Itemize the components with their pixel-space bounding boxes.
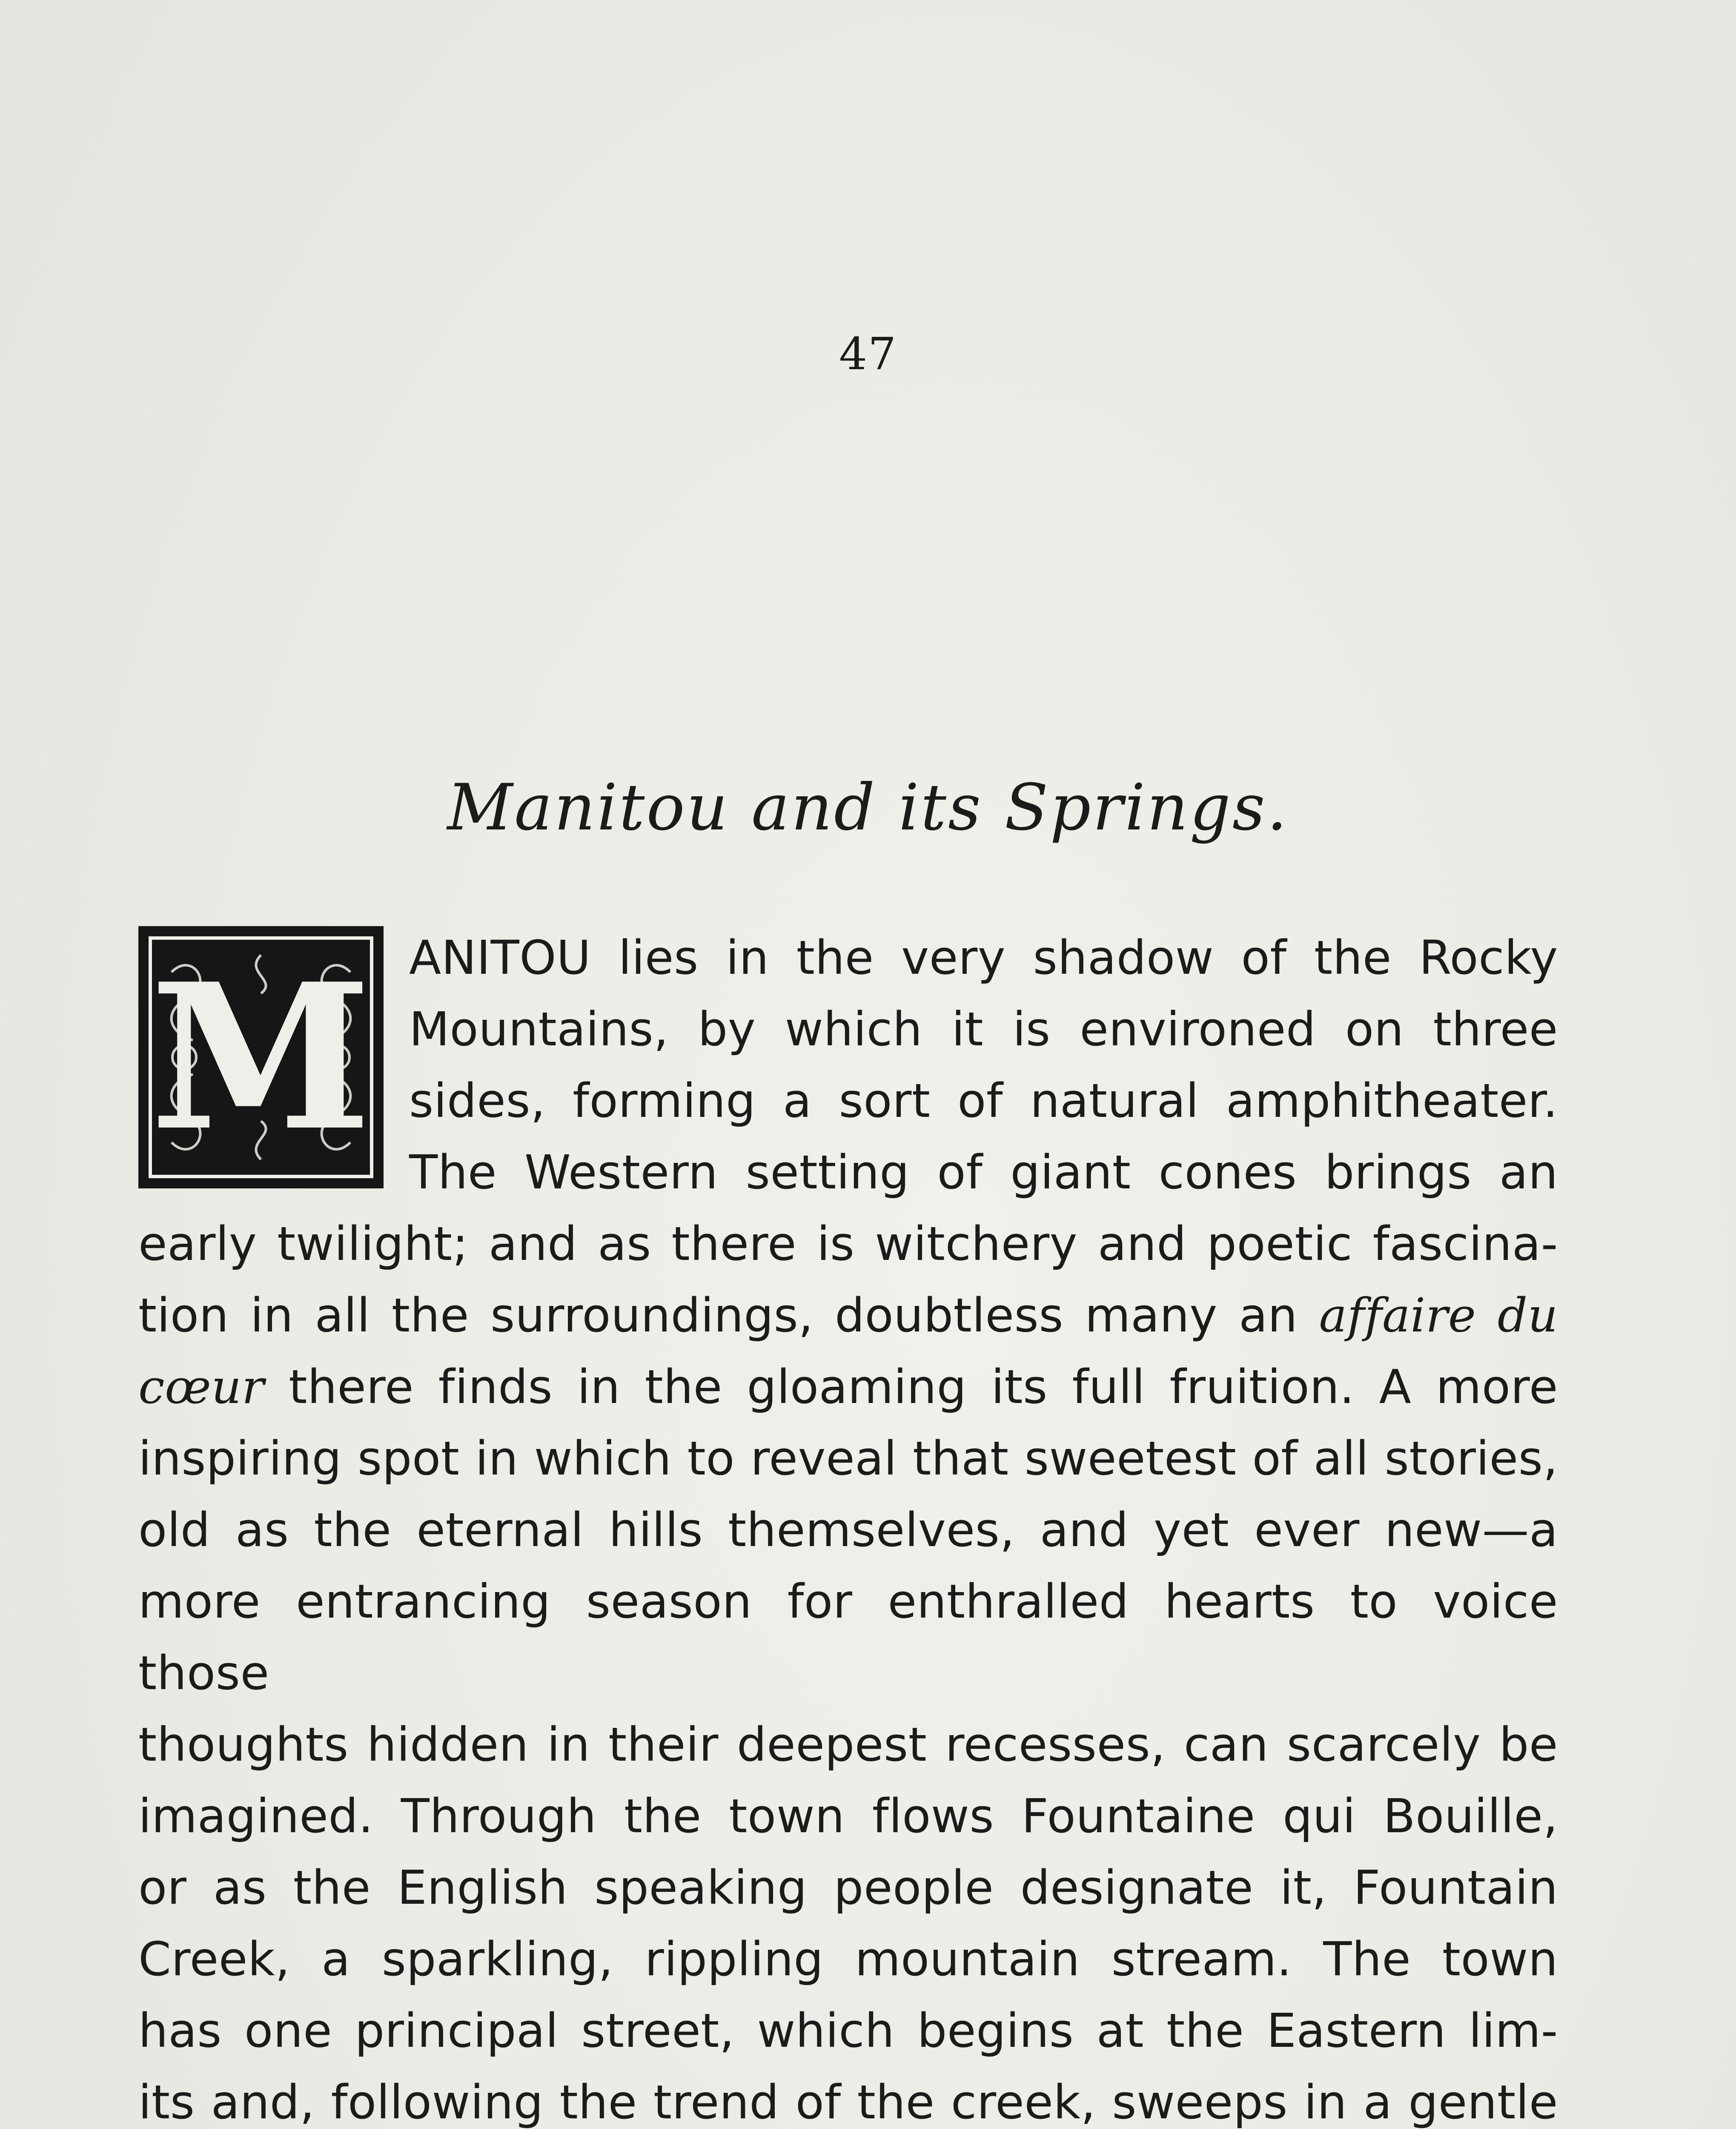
drop-cap	[138, 926, 384, 1188]
page-number: 47	[839, 328, 897, 380]
drop-cap-letter: M	[150, 940, 372, 1175]
text-line: imagined. Through the town flows Fountaine qui Bouille,	[138, 1789, 1558, 1843]
text-fragment: tion in all the surroundings, doubtless many an	[138, 1288, 1319, 1343]
text-line: old as the eternal hills themselves, and yet ever new—a	[138, 1503, 1558, 1557]
chapter-heading: Manitou and its Springs.	[447, 771, 1289, 845]
text-line: Mountains, by which it is environed on three	[409, 1002, 1558, 1056]
text-line: more entrancing season for enthralled hearts to voice those	[138, 1574, 1558, 1700]
text-line: or as the English speaking people designate it, Fountain	[138, 1860, 1558, 1915]
text-line: early twilight; and as there is witchery and poetic fascina-	[138, 1217, 1558, 1271]
text-line: thoughts hidden in their deepest recesses, can scarcely be	[138, 1717, 1558, 1772]
text-line: Creek, a sparkling, rippling mountain stream. The town	[138, 1932, 1558, 1986]
text-line: ANITOU lies in the very shadow of the Rocky	[409, 930, 1558, 985]
text-line-mixed	[138, 1280, 1558, 1351]
text-fragment: there finds in the gloaming its full fruition. A more	[264, 1360, 1558, 1414]
text-line: sides, forming a sort of natural amphitheater.	[409, 1073, 1558, 1128]
text-line: its and, following the trend of the creek, sweeps in a gentle	[138, 2075, 1558, 2129]
text-line: has one principal street, which begins at the Eastern lim-	[138, 2003, 1558, 2058]
text-line-mixed	[138, 1351, 1558, 1423]
body-text	[138, 922, 1558, 2129]
italic-phrase: cœur	[138, 1360, 264, 1414]
text-line: inspiring spot in which to reveal that sweetest of all stories,	[138, 1431, 1558, 1486]
italic-phrase: affaire du	[1319, 1288, 1558, 1343]
text-line: The Western setting of giant cones brings an	[409, 1145, 1558, 1199]
